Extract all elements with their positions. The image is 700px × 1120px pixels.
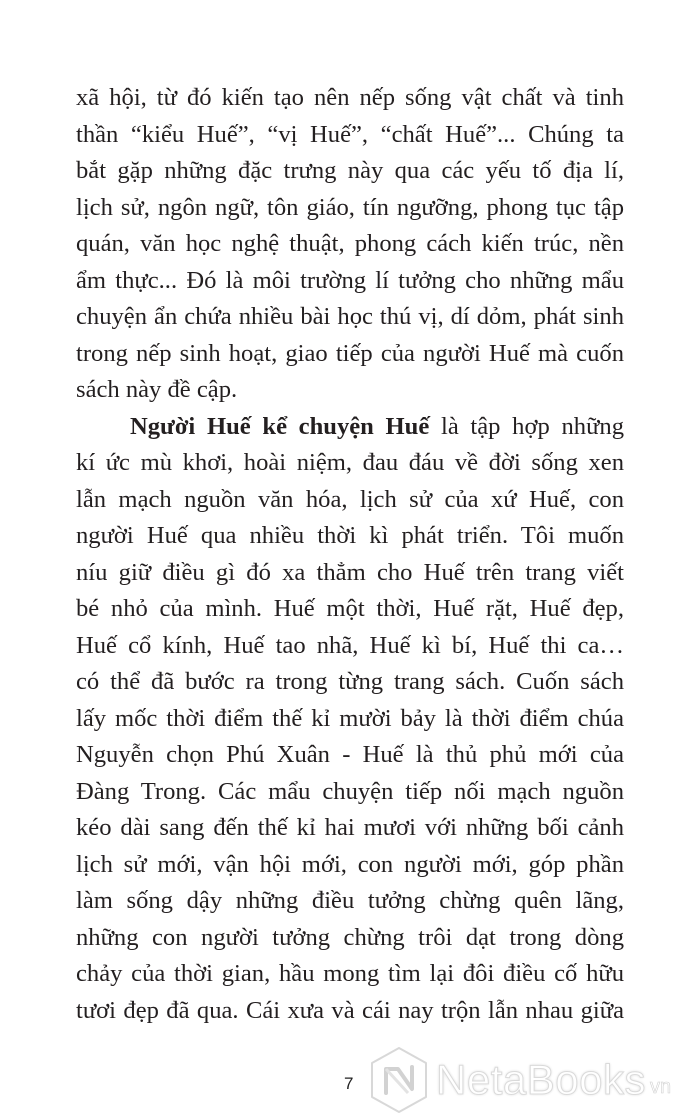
- netabooks-hexagon-logo-icon: [368, 1045, 430, 1115]
- text-line: Huế cổ kính, Huế tao nhã, Huế kì bí, Huế thi ca…: [76, 631, 624, 659]
- text-line: tươi đẹp đã qua. Cái xưa và cái nay trộn lẫn nhau giữa: [76, 996, 624, 1024]
- text-line: chảy của thời gian, hầu mong tìm lại đôi điều cố hữu: [76, 960, 624, 987]
- text-line: những con người tưởng chừng trôi dạt trong dòng: [76, 923, 624, 951]
- text-line: kéo dài sang đến thế kỉ hai mươi với những bối cảnh: [76, 814, 624, 841]
- page-number: 7: [344, 1074, 354, 1093]
- text-line: thần “kiểu Huế”, “vị Huế”, “chất Huế”... Chúng ta: [76, 120, 624, 148]
- text-line: quán, văn học nghệ thuật, phong cách kiến trúc, nền: [76, 230, 624, 257]
- text-line: lấy mốc thời điểm thế kỉ mười bảy là thời điểm chúa: [76, 704, 624, 732]
- text-line: ẩm thực... Đó là môi trường lí tưởng cho những mẩu: [76, 266, 624, 294]
- text-line: người Huế qua nhiều thời kì phát triển. Tôi muốn: [76, 522, 624, 549]
- text-line: lịch sử mới, vận hội mới, con người mới, góp phần: [76, 850, 624, 878]
- text-line: Nguyễn chọn Phú Xuân - Huế là thủ phủ mới của: [76, 741, 624, 768]
- text-line: xã hội, từ đó kiến tạo nên nếp sống vật chất và tinh: [76, 84, 624, 111]
- netabooks-watermark: [368, 1045, 700, 1115]
- text-line: bắt gặp những đặc trưng này qua các yếu tố địa lí,: [76, 157, 624, 184]
- text-fragment: là tập hợp những: [429, 412, 624, 440]
- text-line: làm sống dậy những điều tưởng chừng quên lãng,: [76, 887, 624, 914]
- text-line: lẫn mạch nguồn văn hóa, lịch sử của xứ Huế, con: [76, 485, 624, 513]
- paragraph-2-first-line: [76, 409, 624, 446]
- text-line: Đàng Trong. Các mẩu chuyện tiếp nối mạch nguồn: [76, 777, 624, 805]
- text-line: sách này đề cập.: [76, 376, 238, 403]
- watermark-brand: NetaBooks: [436, 1056, 646, 1103]
- body-text: [76, 80, 624, 1029]
- text-line: lịch sử, ngôn ngữ, tôn giáo, tín ngưỡng, phong tục tập: [76, 193, 624, 221]
- paragraph-1: [76, 80, 624, 409]
- text-line: chuyện ẩn chứa nhiều bài học thú vị, dí dỏm, phát sinh: [76, 303, 624, 330]
- text-line: níu giữ điều gì đó xa thẳm cho Huế trên trang viết: [76, 558, 624, 586]
- book-title: Người Huế kể chuyện Huế: [130, 412, 430, 440]
- text-line: kí ức mù khơi, hoài niệm, đau đáu về đời sống xen: [76, 449, 624, 476]
- paragraph-2: [76, 409, 624, 1030]
- text-line: bé nhỏ của mình. Huế một thời, Huế rặt, Huế đẹp,: [76, 595, 624, 622]
- text-line: trong nếp sinh hoạt, giao tiếp của người Huế mà cuốn: [76, 339, 624, 367]
- text-line: có thể đã bước ra trong từng trang sách. Cuốn sách: [76, 668, 624, 695]
- watermark-suffix: vn: [649, 1075, 672, 1098]
